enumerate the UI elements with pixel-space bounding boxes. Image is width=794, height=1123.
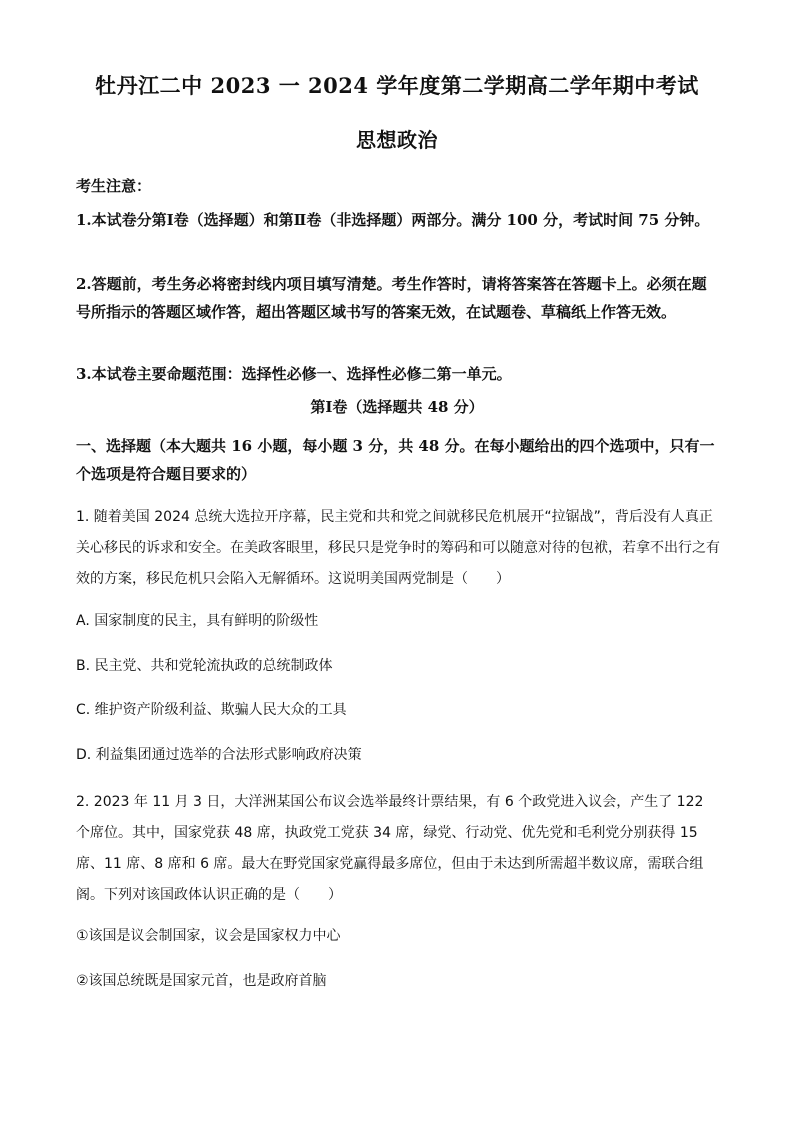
question-1-stem: 1. 随着美国 2024 总统大选拉开序幕，民主党和共和党之间就移民危机展开“拉锯战”，背后没有人真正关心移民的诉求和安全。在美政客眼里，移民只是党争时的筹码和可以随意对待的包袱，若拿不出行之有效的方案，移民危机只会陷入无解循环。这说明美国两党制是（ ） xyxy=(76,509,720,587)
section-title: 第Ⅰ卷（选择题共 48 分） xyxy=(310,398,484,416)
question-2-stem: 2. 2023 年 11 月 3 日，大洋洲某国公布议会选举最终计票结果，有 6 个政党进入议会，产生了 122 个席位。其中，国家党获 48 席，执政党工党获 34 席，绿党、行动党、优先党和毛利党分别获得 15 席、11 席、8 席和 6 席。最大在野党国家党赢得最多席位，但由于未达到所需超半数议席，需联合组阁。下列对该国政体认识正确的是（ ） xyxy=(76,794,704,903)
question-2-item-2: ②该国总统既是国家元首，也是政府首脑 xyxy=(76,973,327,989)
part-one-instructions: 一、选择题（本大题共 16 小题，每小题 3 分，共 48 分。在每小题给出的四个选项中，只有一个选项是符合题目要求的） xyxy=(76,437,715,483)
notice-item-1: 1.本试卷分第Ⅰ卷（选择题）和第Ⅱ卷（非选择题）两部分。满分 100 分，考试时间 75 分钟。 xyxy=(76,211,710,229)
subject-title: 思想政治 xyxy=(356,128,438,152)
notice-item-3: 3.本试卷主要命题范围：选择性必修一、选择性必修二第一单元。 xyxy=(76,365,512,383)
exam-title: 牡丹江二中 2023 一 2024 学年度第二学期高二学年期中考试 xyxy=(95,73,699,98)
notice-heading: 考生注意： xyxy=(76,177,152,195)
notice-item-2: 2.答题前，考生务必将密封线内项目填写清楚。考生作答时，请将答案答在答题卡上。必须在题号所指示的答题区域作答，超出答题区域书写的答案无效，在试题卷、草稿纸上作答无效。 xyxy=(76,275,707,321)
question-1-option-d: D. 利益集团通过选举的合法形式影响政府决策 xyxy=(76,747,362,763)
question-1-option-a: A. 国家制度的民主，具有鲜明的阶级性 xyxy=(76,613,319,629)
question-1-option-b: B. 民主党、共和党轮流执政的总统制政体 xyxy=(76,658,333,674)
question-1-option-c: C. 维护资产阶级利益、欺骗人民大众的工具 xyxy=(76,702,347,718)
question-2-item-1: ①该国是议会制国家，议会是国家权力中心 xyxy=(76,928,341,944)
